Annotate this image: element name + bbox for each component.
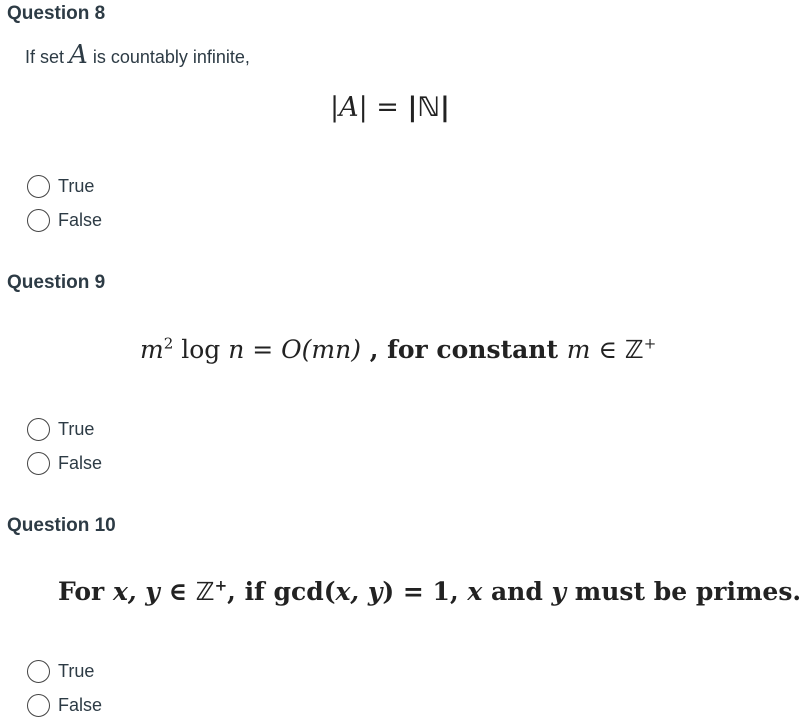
formula-plus: + — [214, 576, 228, 595]
question-10-formula — [58, 577, 801, 606]
formula-naturals: |ℕ| — [407, 92, 450, 123]
formula-m2: m — [566, 335, 591, 364]
formula-exponent: 2 — [163, 334, 174, 353]
formula-if-gcd: , if gcd( — [227, 577, 336, 606]
option-label: False — [58, 694, 103, 715]
prompt-text-after: is countably infinite, — [92, 47, 250, 67]
radio-button[interactable] — [27, 660, 50, 683]
formula-set-a: A — [339, 92, 359, 123]
option-label: True — [58, 418, 95, 439]
formula-args: x, y — [335, 577, 383, 606]
formula-vars: x, y — [112, 577, 160, 606]
q9-option-true[interactable] — [27, 416, 94, 442]
formula-tail: must be primes. — [566, 577, 801, 606]
q8-option-true[interactable] — [27, 173, 94, 199]
radio-button[interactable] — [27, 418, 50, 441]
formula-n: n — [228, 335, 245, 364]
formula-element-of: ∈ — [590, 335, 625, 364]
question-8-title: Question 8 — [7, 3, 106, 24]
option-label: False — [58, 452, 103, 473]
q10-option-true[interactable] — [27, 658, 94, 684]
question-8-formula — [330, 92, 450, 123]
question-10-title: Question 10 — [7, 515, 116, 536]
prompt-text-before: If set — [25, 47, 65, 67]
option-label: True — [58, 175, 95, 196]
formula-args: (mn) — [301, 335, 361, 364]
q9-option-false[interactable] — [27, 450, 102, 476]
formula-x: x — [467, 577, 483, 606]
radio-button[interactable] — [27, 209, 50, 232]
radio-button[interactable] — [27, 175, 50, 198]
formula-equals: = — [244, 335, 282, 364]
formula-integers: ℤ — [195, 577, 215, 606]
formula-equals-one: ) = 1, — [382, 577, 468, 606]
question-9-title: Question 9 — [7, 272, 106, 293]
formula-big-o: O — [281, 335, 302, 364]
q10-option-false[interactable] — [27, 692, 102, 718]
q8-option-false[interactable] — [27, 207, 102, 233]
set-variable: A — [69, 40, 88, 70]
formula-element-of: ∈ — [159, 577, 196, 606]
question-9-formula — [140, 335, 656, 364]
formula-for: For — [58, 577, 113, 606]
formula-and: and — [482, 577, 552, 606]
question-8-prompt — [25, 40, 250, 70]
formula-log: log — [173, 335, 229, 364]
formula-m: m — [140, 335, 164, 364]
formula-y: y — [551, 577, 567, 606]
radio-button[interactable] — [27, 452, 50, 475]
formula-integers: ℤ — [624, 335, 644, 364]
formula-bar-right: | — [358, 92, 368, 123]
option-label: True — [58, 660, 95, 681]
formula-constant-text: , for constant — [361, 335, 567, 364]
radio-button[interactable] — [27, 694, 50, 717]
formula-bar-left: | — [330, 92, 340, 123]
formula-plus: + — [643, 334, 657, 353]
option-label: False — [58, 209, 103, 230]
formula-equals: = — [367, 92, 408, 123]
